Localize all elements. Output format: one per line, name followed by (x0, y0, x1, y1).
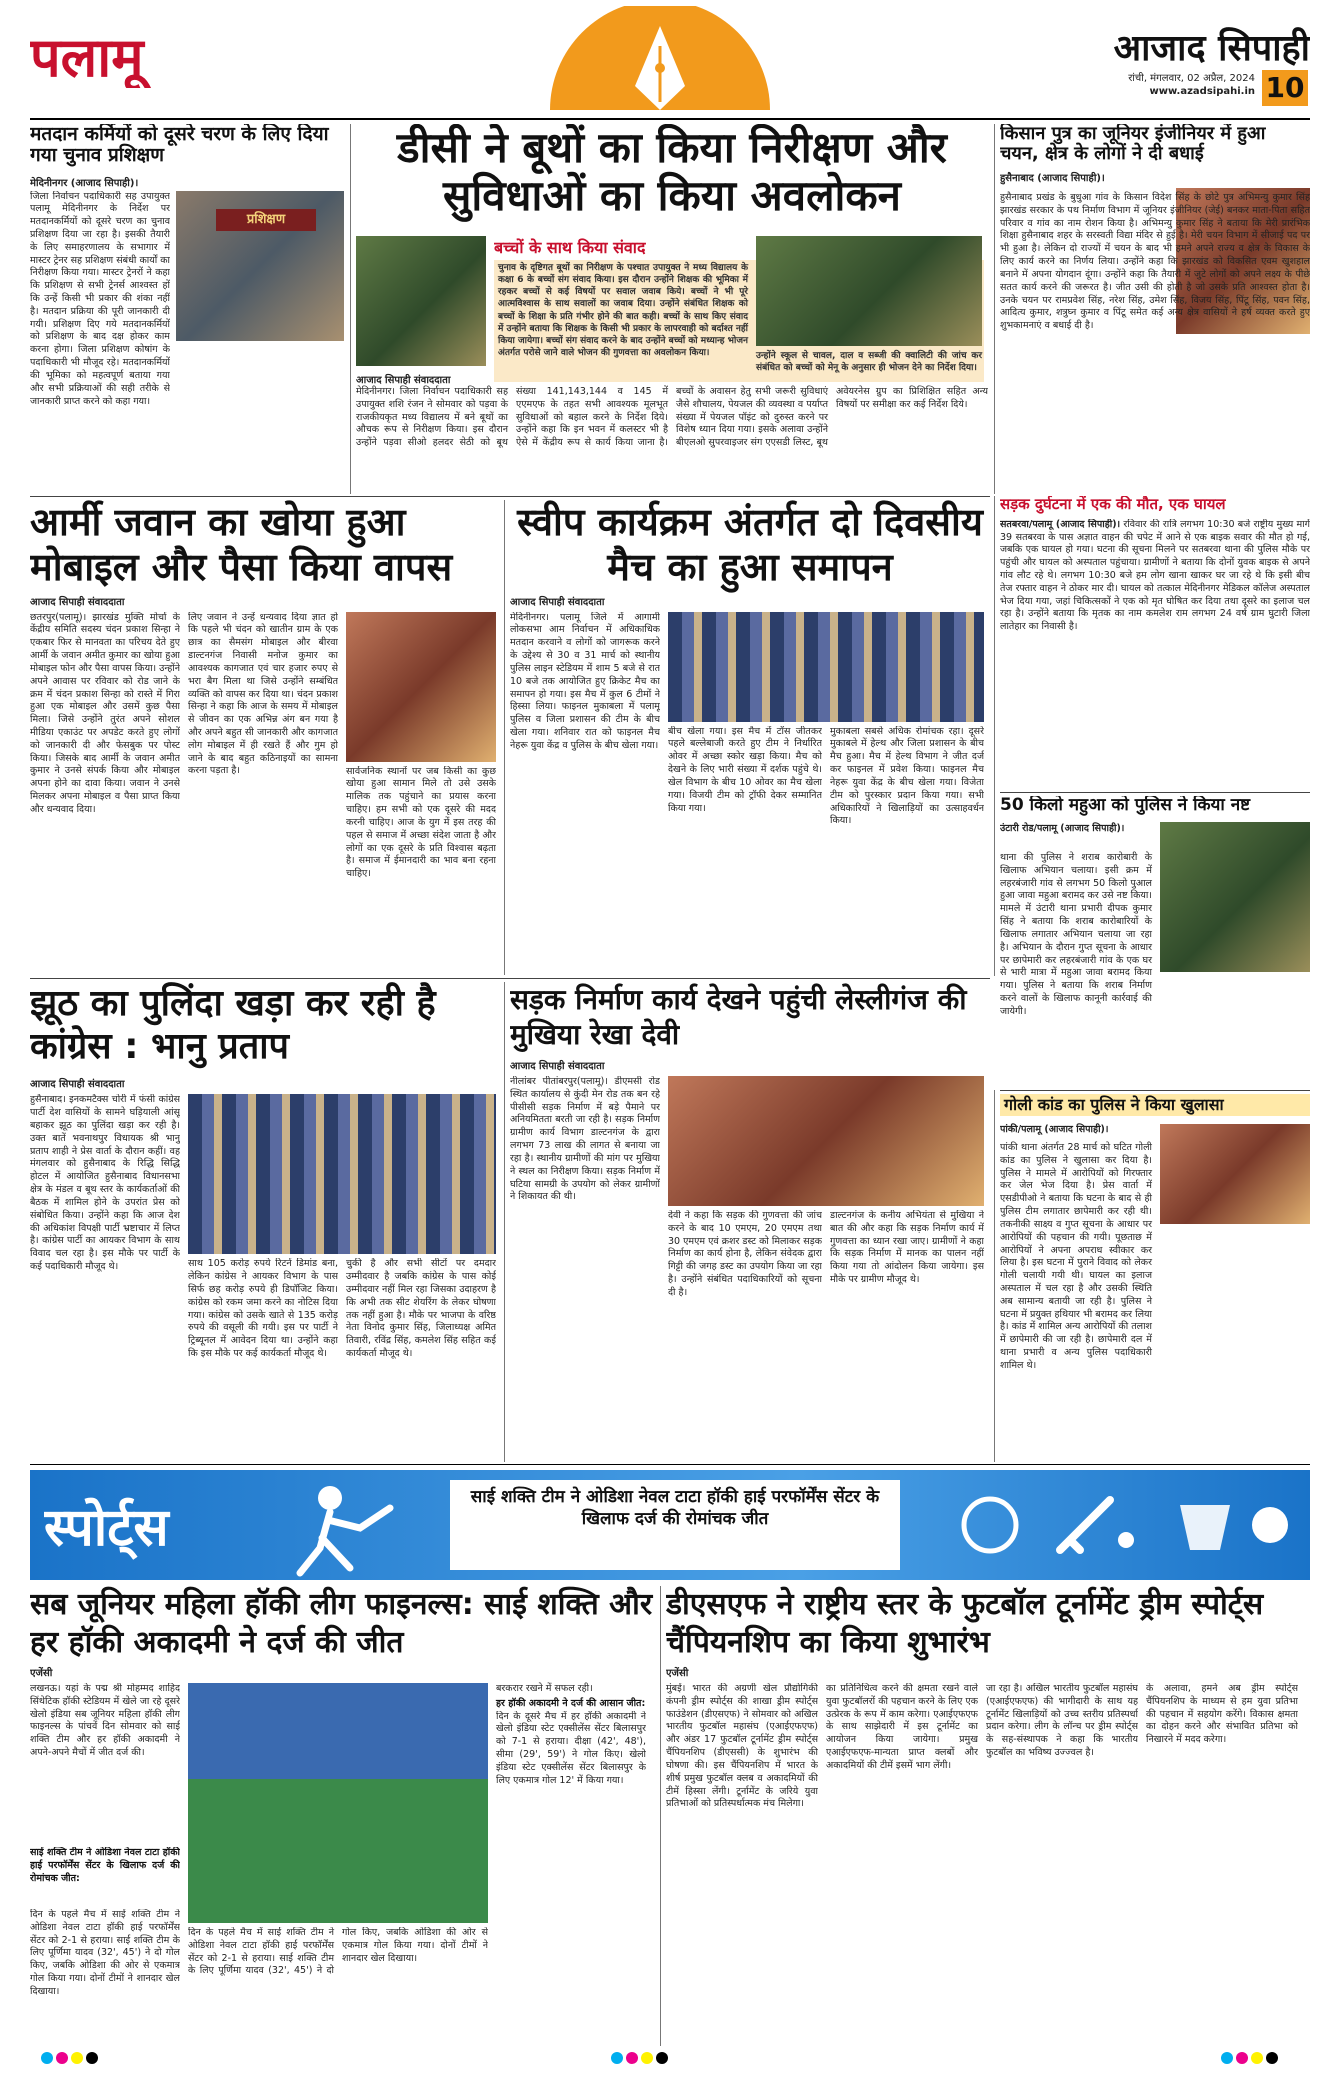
sub-body-cont: दिन के पहले मैच में साई शक्ति टीम ने ओडिशा नेवल टाटा हॉकी हाई परफॉर्मेंस सेंटर को 2-1 से हराया। साई शक्ति टीम के लिए पूर्णिमा यादव (32', 45') ने दो गोल किए, जबकि ओडिशा की ओर से एकमात्र गोल किया गया। दोनों टीमों ने शानदार खेल दिखाया। (188, 1927, 488, 1977)
headline: डीसी ने बूथों का किया निरीक्षण और सुविधाओं का किया अवलोकन (397, 124, 947, 221)
story-body-4: के अलावा, हमने अब ड्रीम स्पोर्ट्स चैंपियनशिप के माध्यम से हम युवा प्रतिभा की पहचान में सहयोग करेंगे। विकास क्षमता का दोहन करने और संभावित प्रतिभा को निखारने में मदद करेगा। (1146, 1683, 1298, 1746)
story-body-2: लिए जवान ने उन्हें धन्यवाद दिया ज्ञात हो कि पहले भी चंदन को खातीन ग्राम के एक छात्र का सैमसंग मोबाइल और बीरवा डाल्टनगंज निवासी मनोज कुमार का आवश्यक कागजात एवं चार हजार रुपए से भरा बैग मिला था जिसे उन्होंने सम्बंधित व्यक्ति को वापस कर दिया था। चंदन प्रकाश सिन्हा ने कहा कि आज के समय में मोबाइल से जीवन का एक अभिन्न अंग बन गया है और अपने बहुत सी जानकारी और कागजात लोग मोबाइल में ही रखते हैं और गुम हो जाने के बाद बहुत कठिनाइयों का सामना करना पड़ता है। (188, 611, 338, 777)
story-dsf (666, 1586, 1310, 2046)
story-body: लखनऊ। यहां के पद्म श्री मोहम्मद शाहिद सिंथेटिक हॉकी स्टेडियम में खेले जा रहे दूसरे खेलो इंडिया सब जूनियर महिला हॉकी लीग फाइनल्स के पांचवें दिन सोमवार को साई शक्ति टीम और हर हॉकी अकादमी ने अपने-अपने मैचों में जीत दर्ज की। (30, 1683, 180, 1759)
army-photo (346, 612, 496, 762)
masthead (0, 0, 1325, 122)
story-dc-inspection (356, 124, 988, 494)
story-engineer (1000, 124, 1310, 494)
story-body: पांकी थाना अंतर्गत 28 मार्च को घटित गोली कांड का पुलिस ने खुलासा कर दिया है। पुलिस ने मामले में आरोपियों को गिरफ्तार कर जेल भेज दिया है। प्रेस वार्ता में एसडीपीओ ने बताया कि घटना के बाद से ही पुलिस टीम लगातार छापेमारी कर रही थी। तकनीकी साक्ष्य व गुप्त सूचना के आधार पर आरोपियों की पहचान की गयी। पूछताछ में आरोपियों ने अपना अपराध स्वीकार कर लिया है। इस घटना में पुराने विवाद को लेकर गोली चलायी गयी थी। घायल का इलाज अस्पताल में चल रहा है और उसकी स्थिति अब सामान्य बतायी जा रही है। पुलिस ने घटना में प्रयुक्त हथियार भी बरामद कर लिया है। कांड में शामिल अन्य आरोपियों की तलाश में छापेमारी की जा रही है। छापेमारी दल में थाना प्रभारी व अन्य पुलिस पदाधिकारी शामिल थे। (1000, 1142, 1152, 1371)
story-body-2: देवी ने कहा कि सड़क की गुणवत्ता की जांच करने के बाद 10 एमएम, 20 एमएम तथा 30 एमएम एवं क्रशर डस्ट को मिलाकर सड़क निर्माण का कार्य होना है, लेकिन संवेदक द्वारा गिट्टी की जगह डस्ट का उपयोग किया जा रहा है। उन्होंने संबंधित पदाधिकारियों को सूचना दी है। (668, 1210, 822, 1298)
pen-sun-emblem (530, 6, 790, 110)
story-body: हुसैनाबाद प्रखंड के बुधुआ गांव के किसान विदेश सिंह के छोटे पुत्र अभिमन्यु कुमार सिंह झारखंड सरकार के पथ निर्माण विभाग में जूनियर इंजीनियर (जेई) बनकर माता-पिता सहित परिवार व गांव का नाम रोशन किया है। अभिमन्यु कुमार सिंह ने बताया कि मेरी प्रारंभिक शिक्षा हुसैनाबाद शहर के सरस्वती विद्या मंदिर से हुई है। मेरी चयन विभाग में सीजाई पद पर भी हुआ है। लेकिन दो राज्यों में चयन के बाद भी हमने अपने राज्य व क्षेत्र के विकास के लिए कार्य करने का निर्णय लिया। उन्होंने कहा कि झारखंड को विकसित एवम खुशहाल बनाने में अपना योगदान दूंगा। उन्होंने कहा कि तैयारी में जुटे लोगों को अपने लक्ष्य के पीछे सतत कार्य करने की जरूरत है। जीत उसी की होती है जो उसके प्रति आश्वस्त होता है। उनके चयन पर रामप्रवेश सिंह, नरेश सिंह, उमेश सिंह, विजय सिंह, पिंटू सिंह, पवन सिंह, आदित्य कुमार, शत्रुघ्न कुमार व पिंटू समेत कई अन्य क्षेत्र वासियों ने हर्ष व्यक्त करते हुए शुभकामनाएं व बधाई दी है। (1000, 192, 1310, 332)
training-sign: प्रशिक्षण (216, 209, 316, 231)
website[interactable]: www.azadsipahi.in (1149, 86, 1255, 97)
headline: 50 किलो महुआ को पुलिस ने किया नष्ट (1000, 796, 1251, 815)
byline: एजेंसी (666, 1668, 689, 1679)
story-body: नीलांबर पीतांबरपुर(पलामू)। डीएमसी रोड स्थित कार्यालय से कुंदी मेन रोड तक बन रहे पीसीसी सड़क निर्माण में बड़े पैमाने पर अनियमितता बरती जा रही है। सड़क निर्माण ग्रामीण कार्य विभाग डाल्टनगंज के द्वारा लगभग 73 लाख की लागत से बनाया जा रहा है। स्थानीय ग्रामीणों की मांग पर मुखिया ने स्थल का निरीक्षण किया। सड़क निर्माण में घटिया सामग्री के उपयोग को लेकर ग्रामीणों ने शिकायत की थी। (510, 1076, 660, 1203)
story-shooting (1000, 1094, 1310, 1462)
school-photo (756, 236, 982, 346)
byline: एजेंसी (30, 1668, 53, 1679)
story-sweep (510, 500, 990, 975)
story-body: मेदिनीनगर। जिला निर्वाचन पदाधिकारी सह उपायुक्त शशि रंजन ने सोमवार को पड़वा के राजकीयकृत मध्य विद्यालय में बने बूथों का औचक रूप से निरीक्षण किया। इस दौरान उन्होंने पड़वा सीओ हलदर सेठी को बूथ संख्या 141,143,144 व 145 में एएमएफ के तहत सभी आवश्यक मूलभूत सुविधाओं को बहाल करने के निर्देश दिये। उन्होंने कहा कि इन भवन में कलस्टर भी है ऐसे में केंद्रीय रूप से कार्य किया जाना है। बच्चों के अवासन हेतु सभी जरूरी सुविधाएं जैसे शौचालय, पेयजल की व्यवस्था व पर्याप्त संख्या में पेयजल पॉइंट को दुरुस्त करने पर विशेष ध्यान दिया गया। इसके अलावा उन्होंने बीएलओ सुपरवाइजर संग एएसडी लिस्ट, बूथ अवेयरनेस ग्रुप का प्रिशिक्षित सहित अन्य विषयों पर समीक्षा कर कई निर्देश दिये। (356, 386, 988, 449)
story-body-3: दिन के दूसरे मैच में हर हॉकी अकादमी ने खेलो इंडिया स्टेट एक्सीलेंस सेंटर बिलासपुर को 7-1 से हराया। दीक्षा (42', 48'), सीमा (29', 59') ने गोल किए। खेलो इंडिया स्टेट एक्सीलेंस सेंटर बिलासपुर के लिए एकमात्र गोल 12' में किया गया। (496, 1710, 646, 1786)
sub-headline: बच्चों के साथ किया संवाद (494, 238, 646, 257)
paper-name: आजाद सिपाही (1113, 28, 1310, 66)
sports-label: स्पोर्ट्स (44, 1498, 169, 1558)
sports-icons-graphic (930, 1480, 1300, 1570)
story-body-3: डाल्टनगंज के कनीय अभियंता से मुखिया ने बात की और कहा कि सड़क निर्माण कार्य में गुणवत्ता का ध्यान रखा जाए। ग्रामीणों ने कहा कि सड़क निर्माण में मानक का पालन नहीं किया गया तो आंदोलन किया जायेगा। इस मौके पर ग्रामीण मौजूद थे। (830, 1210, 984, 1286)
story-body: मुंबई। भारत की अग्रणी खेल प्रौद्योगिकी कंपनी ड्रीम स्पोर्ट्स की शाखा ड्रीम स्पोर्ट्स फाउंडेशन (डीएसएफ) ने सोमवार को अखिल भारतीय फुटबॉल महासंघ (एआईएफएफ) और अंडर 17 फुटबॉल टूर्नामेंट ड्रीम स्पोर्ट्स चैंपियनशिप (डीएससी) के शुभारंभ की घोषणा की। इस चैंपियनशिप में भारत के शीर्ष प्रमुख फुटबॉल क्लब व अकादमियों की टीमें हिस्सा लेंगी। टूर्नामेंट के जरिये युवा प्रतिभाओं को प्रतिस्पर्धात्मक मंच मिलेगा। (666, 1683, 818, 1810)
story-mahua (1000, 796, 1310, 1086)
sub-headline: साई शक्ति टीम ने ओडिशा नेवल टाटा हॉकी हाई परफॉर्मेंस सेंटर के खिलाफ दर्ज की रोमांचक जीत: (30, 1847, 180, 1884)
story-body-2: साथ 105 करोड़ रुपये रिटर्न डिमांड बना, लेकिन कांग्रेस ने आयकर विभाग के पास सिर्फ छह करोड़ रुपये ही डिपॉजिट किया। कांग्रेस को रकम जमा करने का नोटिस दिया गया। कांग्रेस को उसके खाते से 135 करोड़ रुपये की वसूली की गयी। इस पर पार्टी ने ट्रिब्यूनल में आवेदन दिया था। उन्होंने कहा कि इस मौके पर कई कार्यकर्ता मौजूद थे। (188, 1258, 338, 1360)
byline: आजाद सिपाही संवाददाता (510, 1061, 605, 1072)
sub-body: चुनाव के दृष्टिगत बूथों का निरीक्षण के पश्चात उपायुक्त ने मध्य विद्यालय के कक्षा 6 के बच्चों संग संवाद किया। इस दौरान उन्होंने शिक्षक की भूमिका में रहकर बच्चों से कई विषयों पर सवाल जवाब किये। बच्चों ने भी पूरे आत्मविश्वास के साथ सवालों का जवाब दिया। उन्होंने संबंधित शिक्षक को बच्चों के शिक्षा के प्रति गंभीर होने की बात कही। बच्चों के साथ किए संवाद में उन्होंने बताया कि शिक्षक के किसी भी प्रकार के लापरवाही को बर्दाश्त नहीं किया जायेगा। बच्चों संग संवाद करने के बाद उन्होंने बच्चों को मध्यान्ह भोजन अंतर्गत परोसे जाने वाले भोजन की गुणवत्ता का अवलोकन किया। (498, 263, 748, 358)
story-body-3: सार्वजनिक स्थानों पर जब किसी का कुछ खोया हुआ सामान मिले तो उसे उसके मालिक तक पहुंचाने का प्रयास करना चाहिए। हम सभी को एक दूसरे की मदद करनी चाहिए। आज के युग में इस तरह की पहल से समाज में अच्छा संदेश जाता है और लोगों का एक दूसरे के प्रति विश्वास बढ़ता है। समाज में ईमानदारी का भाव बना रहना चाहिए। (346, 765, 496, 880)
page-number: 10 (1262, 70, 1308, 106)
story-body-2: बरकरार रखने में सफल रही। (496, 1683, 593, 1694)
byline: आजाद सिपाही संवाददाता (30, 1079, 125, 1091)
sub-body: दिन के पहले मैच में साई शक्ति टीम ने ओडिशा नेवल टाटा हॉकी हाई परफॉर्मेंस सेंटर को 2-1 से हराया। साई शक्ति टीम के लिए पूर्णिमा यादव (32', 45') ने दो गोल किए, जबकि ओडिशा की ओर से एकमात्र गोल किया गया। दोनों टीमों ने शानदार खेल दिखाया। (30, 1909, 180, 1997)
shooting-photo (1160, 1124, 1310, 1224)
mahua-photo (1160, 822, 1310, 972)
byline: आजाद सिपाही संवाददाता (356, 375, 451, 386)
color-registration-marks-left (40, 2050, 140, 2064)
sweep-team-photo (668, 612, 984, 722)
hockey-player-graphic (260, 1478, 410, 1578)
headline: आर्मी जवान का खोया हुआ मोबाइल और पैसा किया वापस (30, 500, 453, 589)
hockey-photo (188, 1683, 488, 1923)
story-body-2: बीच खेला गया। इस मैच में टॉस जीतकर पहले बल्लेबाजी करते हुए टीम ने निर्धारित ओवर में अच्छा स्कोर खड़ा किया। मैच को देखने के लिए भारी संख्या में दर्शक पहुंचे थे। खेल विभाग के बीच 10 ओवर का मैच खेला गया। विजयी टीम को ट्रॉफी देकर सम्मानित किया गया। (668, 725, 822, 814)
dateline: पांकी/पलामू (आजाद सिपाही)। (1000, 1123, 1109, 1135)
road-photo (668, 1076, 984, 1206)
story-body: मेदिनीनगर। पलामू जिले में आगामी लोकसभा आम निर्वाचन में अधिकाधिक मतदान करवाने व लोगों को जागरूक करने के उद्देश्य से 30 व 31 मार्च को स्थानीय पुलिस लाइन स्टेडियम में शाम 5 बजे से रात 10 बजे तक आयोजित हुए क्रिकेट मैच का समापन हो गया। इस मैच में कुल 6 टीमों ने हिस्सा लिया। फाइनल मुकाबला में पलामू पुलिस व जिला प्रशासन की टीम के बीच खेला गया। शनिवार रात को फाइनल मैच नेहरू युवा केंद्र व पुलिस के बीच खेला गया। (510, 611, 660, 751)
story-army (30, 500, 500, 975)
headline: सड़क दुर्घटना में एक की मौत, एक घायल (1000, 496, 1226, 513)
story-poll-training (30, 124, 345, 494)
color-registration-marks-center (610, 2050, 710, 2064)
story-body: हुसैनाबाद। इनकमटैक्स चोरी में फंसी कांग्रेस पार्टी देश वासियों के सामने घड़ियाली आंसू बहाकर झूठ का पुलिंदा खड़ा कर रही है। उक्त बातें भवनाथपुर विधायक श्री भानु प्रताप शाही ने प्रेस वार्ता के दौरान कहीं। वह मंगलवार को हुसैनाबाद के रिद्धि सिद्धि होटल में आयोजित हुसैनाबाद विधानसभा क्षेत्र के मंडल व बूथ स्तर के कार्यकर्ताओं की बैठक में शामिल होने के उपरांत प्रेस को संबोधित किया। उन्होंने कहा कि आज देश की अधिकांश विपक्षी पार्टी भ्रष्टाचार में लिप्त है। कांग्रेस पार्टी का आयकर विभाग के साथ विवाद चल रहा है। इस मौके पर पार्टी के कई पदाधिकारी मौजूद थे। (30, 1094, 180, 1272)
headline: झूठ का पुलिंदा खड़ा कर रही है कांग्रेस : भानु प्रताप (30, 983, 436, 1068)
sports-banner (30, 1470, 1310, 1580)
dateline: उंटारी रोड/पलामू (आजाद सिपाही)। (1000, 823, 1125, 835)
sports-teaser[interactable]: साई शक्ति टीम ने ओडिशा नेवल टाटा हॉकी हाई परफॉर्मेंस सेंटर के खिलाफ दर्ज की रोमांचक जीत (470, 1487, 880, 1530)
dateline: मेदिनीनगर (आजाद सिपाही)। (30, 177, 139, 189)
color-registration-marks-right (1220, 2050, 1320, 2064)
headline: डीएसएफ ने राष्ट्रीय स्तर के फुटबॉल टूर्नामेंट ड्रीम स्पोर्ट्स चैंपियनशिप का किया शुभारंभ (666, 1587, 1264, 1660)
dateline: सतबरवा/पलामू (आजाद सिपाही)। (1000, 518, 1121, 530)
byline: आजाद सिपाही संवाददाता (510, 596, 605, 608)
dc-photo (356, 236, 486, 366)
dateline: रांची, मंगलवार, 02 अप्रैल, 2024 (1128, 73, 1255, 84)
story-body: छतरपुर(पलामू)। झारखंड मुक्ति मोर्चा के केंद्रीय समिति सदस्य चंदन प्रकाश सिन्हा ने एकबार फिर से मानवता का परिचय देते हुए आर्मी के जवान अमीत कुमार का खोया हुआ मोबाइल फोन और पैसा वापस किया। उन्होंने अपने आवास पर रविवार को रोड जाने के क्रम में चंदन प्रकाश सिन्हा को रास्ते में गिरा हुआ एक मोबाइल और उसमें कुछ पैसा मिला। जिसे उन्होंने तुरंत अपने सोशल मीडिया एकाउंट पर अपडेट करते हुए लोगों को जानकारी दी और फेसबुक पर पोस्ट किया। जिसके बाद आर्मी के जवान अमीत कुमार ने उनसे संपर्क किया और मोबाइल अपना होने का दावा किया। जवान ने उनसे मिलकर अपना मोबाइल व पैसा प्राप्त किया और धन्यवाद दिया। (30, 611, 180, 815)
story-body-3: मुकाबला सबसे अधिक रोमांचक रहा। दूसरे मुकाबले में हेल्थ और जिला प्रशासन के बीच मैच हुआ। मैच में हेल्थ विभाग ने जीत दर्ज कर फाइनल में प्रवेश किया। फाइनल मैच नेहरू युवा केंद्र के बीच खेला गया। विजेता टीम को पुरस्कार प्रदान किया गया। सभी अधिकारियों ने खिलाड़ियों का उत्साहवर्धन किया। (830, 725, 984, 827)
story-road (510, 982, 990, 1462)
story-body: रविवार की रात्रि लगभग 10:30 बजे राष्ट्रीय मुख्य मार्ग 39 सतबरवा के पास अज्ञात वाहन की चपेट में आने से एक बाइक सवार की मौत हो गई, जबकि एक घायल हो गया। घटना की सूचना मिलने पर सतबरवा थाना की पुलिस मौके पर पहुंची और घायल को अस्पताल पहुंचाया। ग्रामीणों ने बताया कि दोनों युवक बाइक से अपने गांव लौट रहे थे। लगभग 10:30 बजे हम लोग खाना खाकर घर जा रहे थे कि इसी बीच तेज रफ्तार वाहन ने ठोकर मार दी। घायल को तत्काल मेदिनीनगर मेडिकल कॉलेज अस्पताल भेज दिया गया, जहां चिकित्सकों ने एक को मृत घोषित कर दिया तथा दूसरे का इलाज चल रहा है। उन्होंने बताया कि मृतक का नाम कमलेश राम लगभग 24 वर्ष ग्राम घुटारी जिला लातेहार का निवासी है। (1000, 518, 1310, 633)
headline: सब जूनियर महिला हॉकी लीग फाइनल्स: साई शक्ति और हर हॉकी अकादमी ने दर्ज की जीत (30, 1587, 653, 1660)
story-hockey (30, 1586, 655, 2046)
section-title: पलामू (30, 26, 144, 88)
story-body-wrap (1000, 519, 1310, 785)
sub-body-2: उन्होंने स्कूल से चावल, दाल व सब्जी की क्वालिटी की जांच कर संबंधित को बच्चों को मेनू के अनुसार ही भोजन देने का निर्देश दिया। (756, 351, 982, 374)
sub-headline-2: हर हॉकी अकादमी ने दर्ज की आसान जीत: (496, 1697, 646, 1709)
dateline: हुसैनाबाद (आजाद सिपाही)। (1000, 173, 1105, 185)
story-body-2: का प्रतिनिधित्व करने की क्षमता रखने वाले युवा फुटबॉलरों की पहचान करने के लिए एक उत्प्रेरक के रूप में काम करेगा। एआईएफएफ के साथ साझेदारी में इस टूर्नामेंट का आयोजन किया जायेगा। प्रमुख एआईएफएफ-मान्यता प्राप्त क्लबों और अकादमियों की टीमें इसमें भाग लेंगी। (826, 1683, 978, 1771)
story-body-3: चुकी है और सभी सीटों पर दमदार उम्मीदवार है जबकि कांग्रेस के पास कोई उम्मीदवार नहीं मिल रहा जिसका उदाहरण है कि अभी तक सीट शेयरिंग के लेकर घोषणा तक नहीं हुआ है। मौके पर भाजपा के वरिष्ठ नेता विनोद कुमार सिंह, जिलाध्यक्ष अमित तिवारी, रविंद्र सिंह, कमलेश सिंह सहित कई कार्यकर्ता मौजूद थे। (346, 1258, 496, 1360)
story-congress (30, 982, 500, 1462)
headline: गोली कांड का पुलिस ने किया खुलासा (1000, 1094, 1310, 1116)
headline: स्वीप कार्यक्रम अंतर्गत दो दिवसीय मैच का हुआ समापन (517, 500, 983, 589)
headline: मतदान कर्मियों को दूसरे चरण के लिए दिया गया चुनाव प्रशिक्षण (30, 124, 329, 167)
story-body: जिला निर्वाचन पदाधिकारी सह उपायुक्त पलामू मेदिनीनगर के निर्देश पर मतदानकर्मियों को दूसरे चरण का चुनाव प्रशिक्षण दिया जा रहा है। इसकी तैयारी के लिए समाहरणालय के सभागार में मास्टर ट्रेनर सह प्रशिक्षण संबंधी कार्यों का निरीक्षण किया गया। मास्टर ट्रेनरों ने कहा कि प्रशिक्षण से सभी ट्रेनर्स आश्वस्त हों कि उन्हें किसी भी प्रकार की शंका नहीं है। मतदान प्रक्रिया की पूरी जानकारी दी गयी। प्रशिक्षण दिए गये मतदानकर्मियों को प्रशिक्षण के बाद दक्ष होकर काम करना होगा। जिला प्रशिक्षण कोषांग के पदाधिकारी भी मौजूद रहे। मतदानकर्मियों की भूमिका को महत्वपूर्ण बताया गया और सभी प्रक्रियाओं की सही तरीके से जानकारी प्राप्त करने को कहा गया। (30, 190, 170, 407)
headline: किसान पुत्र का जूनियर इंजीनियर में हुआ चयन, क्षेत्र के लोगों ने दी बधाई (1000, 124, 1266, 165)
story-body-3: जा रहा है। अखिल भारतीय फुटबॉल महासंघ (एआईएफएफ) की भागीदारी के साथ यह टूर्नामेंट खिलाड़ियों को उच्च स्तरीय प्रतिस्पर्धा प्रदान करेगा। लीग के लॉन्च पर ड्रीम स्पोर्ट्स के सह-संस्थापक ने कहा कि भारतीय फुटबॉल का भविष्य उज्ज्वल है। (986, 1683, 1138, 1759)
story-accident (1000, 496, 1310, 790)
story-body: थाना की पुलिस ने शराब कारोबारी के खिलाफ अभियान चलाया। इसी क्रम में लहरबंजारी गांव से लगभग 50 किलो पुआल हुआ जावा महुआ बरामद कर उसे नष्ट किया। मामले में उंटारी थाना प्रभारी दीपक कुमार सिंह ने बताया कि शराब कारोबारियों के खिलाफ लगातार अभियान चलाया जा रहा है। अभियान के दौरान गुप्त सूचना के आधार पर छापेमारी कर लहरबंजारी गांव के एक घर से भारी मात्रा में महुआ जावा बरामद किया गया। पुलिस ने बताया कि शराब निर्माण करने वालों के खिलाफ कानूनी कार्रवाई की जायेगी। (1000, 852, 1152, 1017)
congress-photo (188, 1094, 496, 1254)
byline: आजाद सिपाही संवाददाता (30, 596, 125, 608)
headline: सड़क निर्माण कार्य देखने पहुंची लेस्लीगंज की मुखिया रेखा देवी (510, 983, 967, 1051)
